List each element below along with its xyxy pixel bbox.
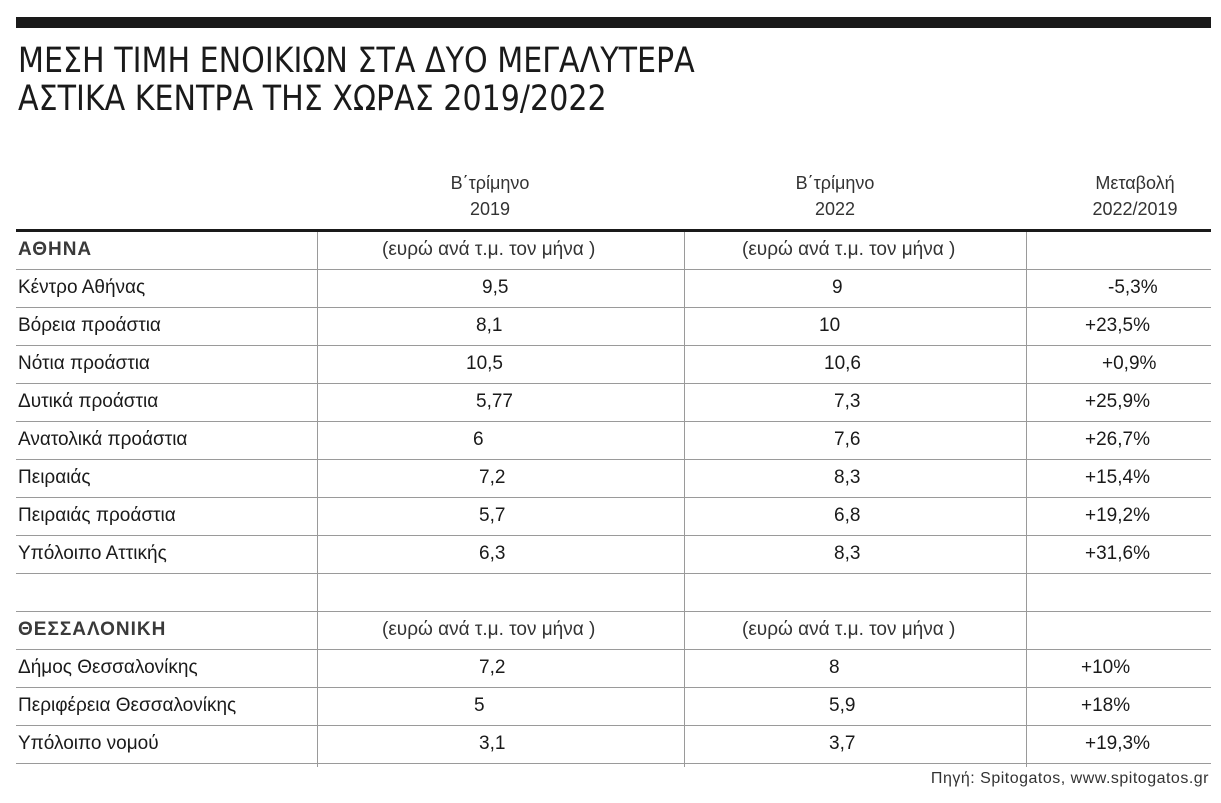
value-2019: 10,5: [466, 353, 503, 374]
area-name: Υπόλοιπο νομού: [18, 733, 159, 754]
title-line-1: ΜΕΣΗ ΤΙΜΗ ΕΝΟΙΚΙΩΝ ΣΤΑ ΔΥΟ ΜΕΓΑΛΥΤΕΡΑ: [18, 41, 695, 81]
section-name: ΑΘΗΝΑ: [18, 239, 93, 260]
value-2022: 5,9: [829, 695, 856, 716]
value-2022: 8,3: [834, 467, 861, 488]
header-change: [1060, 170, 1210, 222]
unit-label-2019: (ευρώ ανά τ.μ. τον μήνα ): [382, 239, 596, 260]
change-value: +31,6%: [1085, 543, 1150, 564]
value-2022: 9: [832, 277, 843, 298]
change-value: -5,3%: [1108, 277, 1158, 298]
header-2022: [735, 170, 935, 222]
header-change-label: Μεταβολή: [1095, 173, 1175, 193]
value-2019: 7,2: [479, 657, 506, 678]
header-change-years: 2022/2019: [1092, 199, 1178, 219]
value-2019: 9,5: [482, 277, 509, 298]
unit-label-2022: (ευρώ ανά τ.μ. τον μήνα ): [742, 239, 956, 260]
value-2022: 8,3: [834, 543, 861, 564]
change-value: +10%: [1081, 657, 1131, 678]
change-value: +18%: [1081, 695, 1131, 716]
page-title: [18, 42, 695, 118]
value-2019: 6,3: [479, 543, 506, 564]
header-2019-year: 2019: [469, 199, 511, 219]
change-value: +19,3%: [1085, 733, 1150, 754]
value-2019: 5: [474, 695, 485, 716]
value-2019: 6: [473, 429, 484, 450]
unit-label-2022: (ευρώ ανά τ.μ. τον μήνα ): [742, 619, 956, 640]
change-value: +15,4%: [1085, 467, 1150, 488]
area-name: Κέντρο Αθήνας: [18, 277, 146, 298]
table-row: [16, 422, 1211, 460]
header-2019-period: Β΄τρίμηνο: [450, 173, 530, 193]
spacer-row: [16, 574, 1211, 612]
title-line-2: ΑΣΤΙΚΑ ΚΕΝΤΡΑ ΤΗΣ ΧΩΡΑΣ 2019/2022: [18, 79, 607, 119]
value-2022: 10: [819, 315, 841, 336]
value-2022: 6,8: [834, 505, 861, 526]
value-2022: 7,6: [834, 429, 861, 450]
header-2019: [390, 170, 590, 222]
area-name: Υπόλοιπο Αττικής: [18, 543, 167, 564]
change-value: +26,7%: [1085, 429, 1150, 450]
change-value: +19,2%: [1085, 505, 1150, 526]
change-value: +0,9%: [1102, 353, 1157, 374]
area-name: Δυτικά προάστια: [18, 391, 159, 412]
table-row: [16, 688, 1211, 726]
section-header-thessaloniki: [16, 612, 1211, 650]
value-2022: 10,6: [824, 353, 861, 374]
table-row: [16, 460, 1211, 498]
area-name: Δήμος Θεσσαλονίκης: [18, 657, 198, 678]
area-name: Πειραιάς: [18, 467, 91, 488]
change-value: +23,5%: [1085, 315, 1150, 336]
unit-label-2019: (ευρώ ανά τ.μ. τον μήνα ): [382, 619, 596, 640]
table-row: [16, 498, 1211, 536]
section-name: ΘΕΣΣΑΛΟΝΙΚΗ: [18, 619, 167, 640]
value-2019: 5,7: [479, 505, 506, 526]
top-rule: [16, 17, 1211, 28]
table-row: [16, 346, 1211, 384]
section-header-athens: [16, 232, 1211, 270]
header-2022-period: Β΄τρίμηνο: [795, 173, 875, 193]
table-row: [16, 270, 1211, 308]
source-note: Πηγή: Spitogatos, www.spitogatos.gr: [930, 770, 1209, 787]
table-row: [16, 650, 1211, 688]
header-2022-year: 2022: [814, 199, 856, 219]
value-2022: 7,3: [834, 391, 861, 412]
table-row: [16, 308, 1211, 346]
area-name: Βόρεια προάστια: [18, 315, 161, 336]
value-2019: 8,1: [476, 315, 503, 336]
area-name: Πειραιάς προάστια: [18, 505, 176, 526]
table-row: [16, 536, 1211, 574]
value-2019: 5,77: [476, 391, 513, 412]
value-2022: 8: [829, 657, 840, 678]
table-row: [16, 384, 1211, 422]
value-2019: 7,2: [479, 467, 506, 488]
value-2022: 3,7: [829, 733, 856, 754]
area-name: Νότια προάστια: [18, 353, 150, 374]
area-name: Ανατολικά προάστια: [18, 429, 188, 450]
area-name: Περιφέρεια Θεσσαλονίκης: [18, 695, 237, 716]
value-2019: 3,1: [479, 733, 506, 754]
table-row: [16, 726, 1211, 764]
change-value: +25,9%: [1085, 391, 1150, 412]
